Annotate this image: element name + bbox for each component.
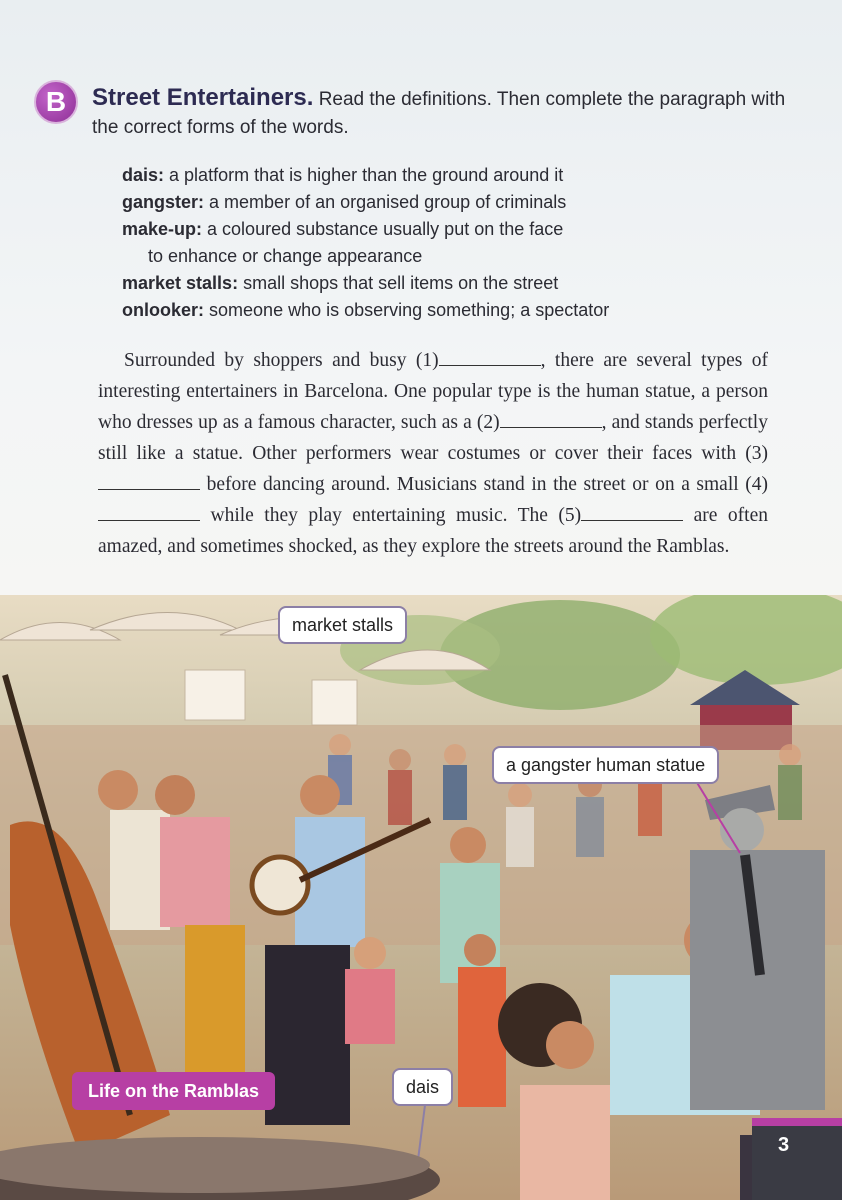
paragraph-text: , and stands perfectly still like a statue. Other performers wear costumes or cover their faces with (3) — [98, 412, 768, 464]
section-badge: B — [34, 80, 78, 124]
banjo-player-head — [300, 775, 340, 815]
illustration-caption: Life on the Ramblas — [72, 1072, 275, 1110]
definition-item — [122, 189, 722, 216]
definition-text: a platform that is higher than the ground around it — [169, 165, 564, 185]
gangster-suit — [690, 850, 825, 1110]
cloze-paragraph — [98, 345, 768, 562]
blank-1[interactable] — [439, 349, 541, 366]
banjo-player-trousers — [265, 945, 350, 1125]
definition-item — [122, 270, 722, 297]
definition-term: dais: — [122, 165, 165, 185]
paragraph-text: are often amazed, and sometimes shocked, as they explore the streets around the Ramblas. — [98, 505, 768, 557]
definitions-list — [122, 162, 722, 324]
definition-text: someone who is observing something; a spectator — [209, 300, 610, 320]
girl-dress — [458, 967, 506, 1107]
definition-continuation: to enhance or change appearance — [148, 246, 423, 266]
definition-item — [122, 297, 722, 324]
musician-head — [98, 770, 138, 810]
dancer-dress — [520, 1085, 610, 1200]
stall-booth — [312, 680, 357, 725]
child-shirt — [345, 969, 395, 1044]
page-number-tab — [752, 1120, 842, 1200]
musician-shirt — [160, 817, 230, 927]
blank-3[interactable] — [98, 473, 200, 490]
label-dais: dais — [392, 1068, 453, 1106]
section-title: Street Entertainers. — [92, 84, 314, 111]
definition-text: a coloured substance usually put on the face — [207, 219, 564, 239]
definition-item — [122, 216, 722, 243]
definition-text: a member of an organised group of criminals — [209, 192, 567, 212]
page-number: 3 — [778, 1134, 790, 1156]
paragraph-text: while they play entertaining music. The (5) — [200, 505, 582, 526]
musician-head — [155, 775, 195, 815]
girl-head — [464, 934, 496, 966]
blank-4[interactable] — [98, 504, 200, 521]
onlooker-shirt — [440, 863, 500, 983]
onlooker-head — [450, 827, 486, 863]
blank-5[interactable] — [581, 504, 683, 521]
child-head — [354, 937, 386, 969]
paragraph-text: before dancing around. Musicians stand in the street or on a small (4) — [200, 474, 768, 495]
definition-text: small shops that sell items on the street — [243, 273, 559, 293]
definition-term: make-up: — [122, 219, 203, 239]
definition-term: onlooker: — [122, 300, 205, 320]
label-gangster-statue: a gangster human statue — [492, 746, 719, 784]
definition-item — [122, 162, 722, 189]
instruction-text: Read the definitions. Then complete the paragraph with the correct forms of the words. — [92, 89, 786, 138]
musician-trousers — [185, 925, 245, 1095]
blank-2[interactable] — [500, 411, 602, 428]
stall-booth — [185, 670, 245, 720]
paragraph-text: Surrounded by shoppers and busy (1) — [124, 350, 439, 371]
paragraph-text: , there are several types of interesting entertainers in Barcelona. One popular type is the human statue, a person who dresses up as a famous character, such as a (2) — [98, 350, 768, 433]
dancer-face — [546, 1021, 594, 1069]
exercise-heading — [92, 84, 812, 142]
banjo — [252, 857, 308, 913]
definition-term: gangster: — [122, 192, 205, 212]
definition-term: market stalls: — [122, 273, 239, 293]
page-tab-stripe — [752, 1118, 842, 1126]
label-market-stalls: market stalls — [278, 606, 407, 644]
